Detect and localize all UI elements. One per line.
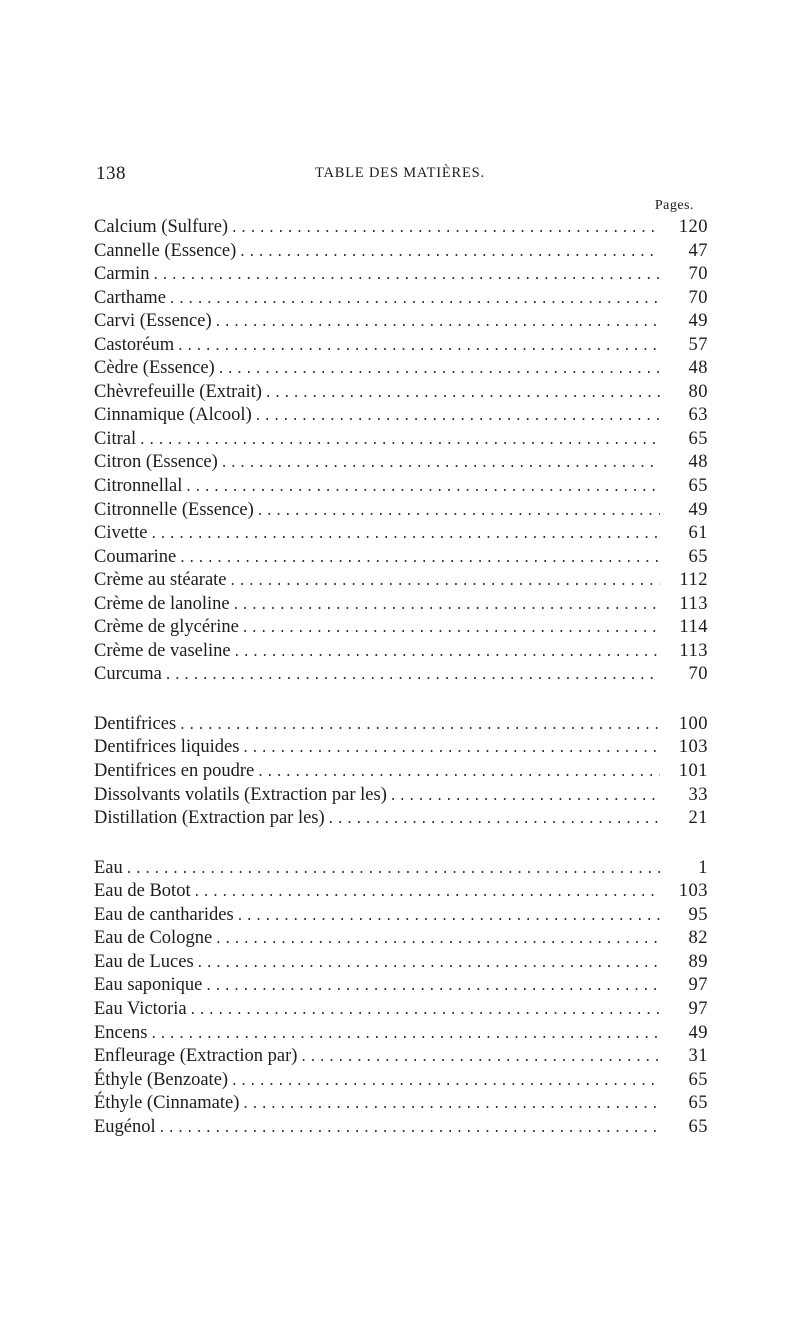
entry-title: Dissolvants volatils (Extraction par les) xyxy=(94,784,387,805)
entry-title: Citronnelle (Essence) xyxy=(94,499,254,520)
entry-page-number: 47 xyxy=(688,240,708,261)
entry-page-number: 61 xyxy=(688,523,708,544)
entry-title: Eugénol xyxy=(94,1116,156,1137)
toc-entry xyxy=(94,310,708,334)
toc-entry xyxy=(94,784,708,808)
toc-entry xyxy=(94,522,708,546)
dot-leader xyxy=(230,1071,660,1095)
entry-page-number: 101 xyxy=(678,761,708,782)
toc-entry xyxy=(94,927,708,951)
toc-entry xyxy=(94,974,708,998)
entry-title: Eau de Luces xyxy=(94,951,194,972)
entry-title: Eau Victoria xyxy=(94,998,187,1019)
dot-leader xyxy=(220,453,660,477)
entry-page-number: 33 xyxy=(688,784,708,805)
entry-title: Dentifrices liquides xyxy=(94,737,240,758)
dot-leader xyxy=(236,906,660,930)
toc-entry xyxy=(94,404,708,428)
entry-page-number: 48 xyxy=(688,452,708,473)
entry-title: Crème au stéarate xyxy=(94,570,227,591)
entry-title: Éthyle (Benzoate) xyxy=(94,1069,229,1090)
toc-entry xyxy=(94,640,708,664)
entry-title: Carthame xyxy=(94,287,166,308)
toc-entry xyxy=(94,616,708,640)
dot-leader xyxy=(178,715,660,739)
entry-page-number: 63 xyxy=(688,405,708,426)
toc-entry xyxy=(94,263,708,287)
entry-title: Carvi (Essence) xyxy=(94,311,212,332)
dot-leader xyxy=(217,359,660,383)
dot-leader xyxy=(204,976,660,1000)
toc-entry xyxy=(94,1092,708,1116)
entry-page-number: 49 xyxy=(688,499,708,520)
entry-title: Eau xyxy=(94,857,123,878)
dot-leader xyxy=(178,548,660,572)
entry-title: Eau de Cologne xyxy=(94,928,213,949)
entry-title: Calcium (Sulfure) xyxy=(94,217,229,237)
entry-page-number: 113 xyxy=(679,640,708,661)
dot-leader xyxy=(184,477,660,501)
entry-title: Chèvrefeuille (Extrait) xyxy=(94,381,262,402)
entry-page-number: 97 xyxy=(688,998,708,1019)
toc-entry xyxy=(94,904,708,928)
entry-title: Cinnamique (Alcool) xyxy=(94,405,252,426)
dot-leader xyxy=(229,571,660,595)
dot-leader xyxy=(164,665,660,689)
toc-entry xyxy=(94,998,708,1022)
dot-leader xyxy=(196,953,660,977)
entry-page-number: 89 xyxy=(688,951,708,972)
entry-page-number: 70 xyxy=(688,287,708,308)
dot-leader xyxy=(125,859,660,883)
dot-leader xyxy=(389,786,660,810)
entry-title: Crème de lanoline xyxy=(94,593,230,614)
entry-title: Castoréum xyxy=(94,334,175,355)
entry-page-number: 112 xyxy=(679,570,708,591)
dot-leader xyxy=(158,1118,660,1142)
entry-title: Civette xyxy=(94,523,148,544)
entry-title: Enfleurage (Extraction par) xyxy=(94,1046,298,1067)
pages-column-label: Pages. xyxy=(654,198,694,213)
entry-page-number: 49 xyxy=(688,311,708,332)
entry-page-number: 70 xyxy=(688,264,708,285)
toc-entry xyxy=(94,1022,708,1046)
entry-page-number: 97 xyxy=(688,975,708,996)
toc-entry xyxy=(94,951,708,975)
entry-title: Cèdre (Essence) xyxy=(94,358,215,379)
toc-entry xyxy=(94,593,708,617)
entry-page-number: 48 xyxy=(688,358,708,379)
toc-entry xyxy=(94,736,708,760)
entry-title: Éthyle (Cinnamate) xyxy=(94,1093,240,1114)
toc-entry xyxy=(94,334,708,358)
entry-page-number: 103 xyxy=(678,881,708,902)
dot-leader xyxy=(256,762,660,786)
dot-leader xyxy=(193,882,660,906)
toc-entry xyxy=(94,451,708,475)
dot-leader xyxy=(233,642,660,666)
entry-page-number: 80 xyxy=(688,381,708,402)
entry-page-number: 65 xyxy=(688,546,708,567)
dot-leader xyxy=(149,1024,660,1048)
table-of-contents xyxy=(94,216,708,1139)
entry-title: Carmin xyxy=(94,264,150,285)
toc-entry xyxy=(94,357,708,381)
toc-entry xyxy=(94,1069,708,1093)
toc-entry xyxy=(94,760,708,784)
toc-entry xyxy=(94,381,708,405)
dot-leader xyxy=(254,406,660,430)
toc-entry xyxy=(94,807,708,831)
dot-leader xyxy=(327,809,660,833)
entry-page-number: 65 xyxy=(688,1069,708,1090)
toc-entry xyxy=(94,880,708,904)
dot-leader xyxy=(189,1000,660,1024)
toc-entry xyxy=(94,287,708,311)
dot-leader xyxy=(230,218,660,242)
entry-page-number: 49 xyxy=(688,1022,708,1043)
toc-entry xyxy=(94,546,708,570)
dot-leader xyxy=(152,265,661,289)
entry-title: Citron (Essence) xyxy=(94,452,218,473)
entry-page-number: 113 xyxy=(679,593,708,614)
entry-page-number: 100 xyxy=(678,713,708,734)
page-number: 138 xyxy=(96,163,126,184)
dot-leader xyxy=(214,929,660,953)
toc-entry xyxy=(94,1116,708,1140)
toc-entry xyxy=(94,857,708,881)
toc-entry xyxy=(94,216,708,240)
entry-title: Eau de cantharides xyxy=(94,904,234,925)
dot-leader xyxy=(168,289,660,313)
dot-leader xyxy=(299,1047,660,1071)
entry-title: Dentifrices en poudre xyxy=(94,761,255,782)
entry-page-number: 65 xyxy=(688,1116,708,1137)
entry-page-number: 70 xyxy=(688,664,708,685)
entry-page-number: 65 xyxy=(688,476,708,497)
toc-entry xyxy=(94,1045,708,1069)
entry-page-number: 95 xyxy=(688,904,708,925)
entry-page-number: 65 xyxy=(688,428,708,449)
toc-entry xyxy=(94,663,708,687)
entry-title: Cannelle (Essence) xyxy=(94,240,237,261)
dot-leader xyxy=(138,430,660,454)
toc-entry xyxy=(94,569,708,593)
entry-page-number: 21 xyxy=(688,808,708,829)
toc-entry xyxy=(94,499,708,523)
entry-page-number: 103 xyxy=(678,737,708,758)
entry-title: Crème de vaseline xyxy=(94,640,231,661)
dot-leader xyxy=(214,312,660,336)
entry-title: Eau de Botot xyxy=(94,881,191,902)
toc-entry xyxy=(94,428,708,452)
entry-title: Crème de glycérine xyxy=(94,617,239,638)
entry-page-number: 57 xyxy=(688,334,708,355)
toc-entry xyxy=(94,240,708,264)
entry-page-number: 31 xyxy=(688,1046,708,1067)
entry-title: Citral xyxy=(94,428,137,449)
entry-title: Coumarine xyxy=(94,546,177,567)
entry-page-number: 114 xyxy=(679,617,708,638)
entry-title: Eau saponique xyxy=(94,975,203,996)
entry-title: Dentifrices xyxy=(94,713,177,734)
entry-title: Curcuma xyxy=(94,664,162,685)
dot-leader xyxy=(241,738,660,762)
toc-entry xyxy=(94,713,708,737)
dot-leader xyxy=(238,242,660,266)
entry-page-number: 120 xyxy=(678,217,708,237)
entry-page-number: 1 xyxy=(698,857,708,878)
dot-leader xyxy=(149,524,660,548)
group-separator xyxy=(94,831,708,857)
dot-leader xyxy=(232,595,660,619)
running-title: TABLE DES MATIÈRES. xyxy=(315,165,485,181)
entry-page-number: 82 xyxy=(688,928,708,949)
entry-title: Distillation (Extraction par les) xyxy=(94,808,325,829)
group-separator xyxy=(94,687,708,713)
toc-entry xyxy=(94,475,708,499)
dot-leader xyxy=(264,383,660,407)
entry-title: Encens xyxy=(94,1022,148,1043)
dot-leader xyxy=(176,336,660,360)
entry-page-number: 65 xyxy=(688,1093,708,1114)
dot-leader xyxy=(241,618,660,642)
entry-title: Citronnellal xyxy=(94,476,183,497)
dot-leader xyxy=(241,1094,660,1118)
dot-leader xyxy=(256,501,660,525)
